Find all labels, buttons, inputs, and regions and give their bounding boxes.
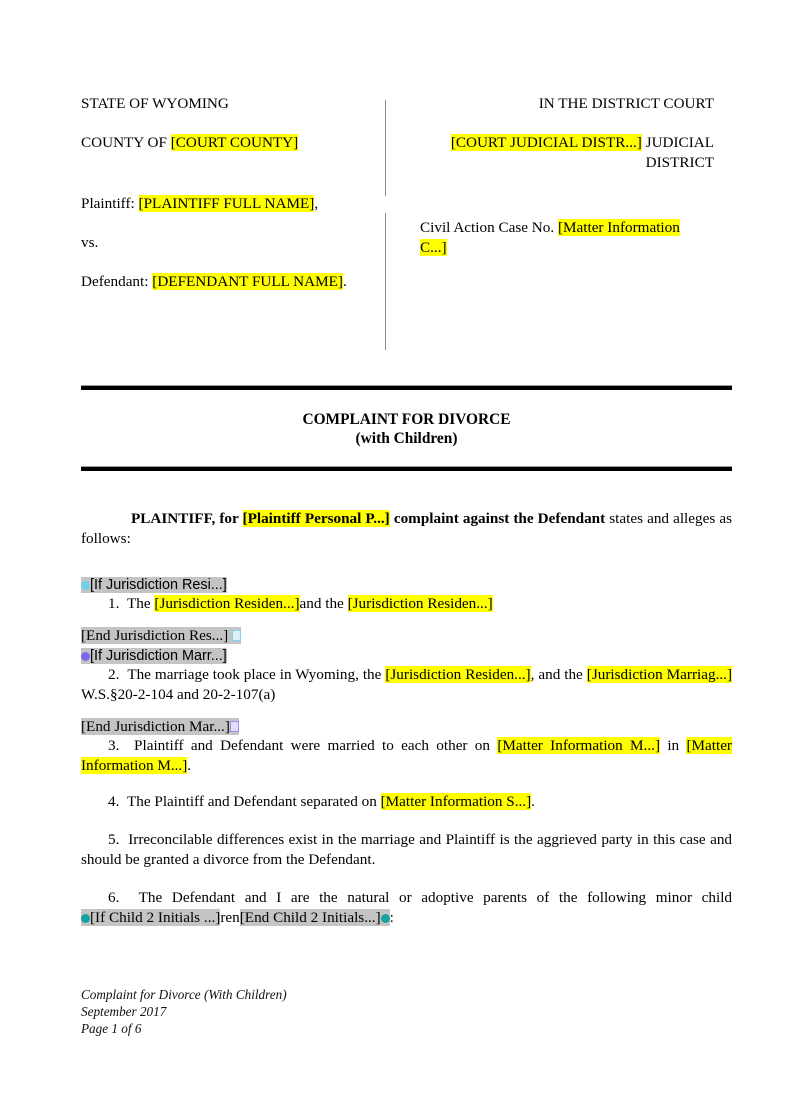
tag-if-jurisdiction-marriage-label: [If Jurisdiction Marr...] — [90, 647, 227, 664]
item-2-number: 2. — [108, 666, 120, 684]
lead-strong-2: complaint against the Defendant — [389, 510, 606, 527]
county-field[interactable]: [COURT COUNTY] — [170, 134, 299, 152]
case-number-field-line2[interactable]: C...] — [420, 238, 447, 256]
item-2-field-2[interactable]: [Jurisdiction Marriag...] — [586, 666, 733, 684]
tag-end-child-2-initials-label: [End Child 2 Initials...] — [239, 908, 381, 926]
tag-end-jurisdiction-marriage-line — [81, 717, 732, 736]
defendant-label: Defendant: — [81, 273, 153, 291]
caption-divider-upper — [385, 100, 386, 196]
tag-end-child-2-initials[interactable] — [240, 909, 390, 926]
defendant-tail: . — [342, 273, 347, 291]
item-6-number: 6. — [108, 888, 120, 906]
item-1-field-1[interactable]: [Jurisdiction Residen...] — [154, 595, 300, 613]
lead-tail: states and alleges as follows: — [81, 510, 732, 547]
tag-end-jurisdiction-marriage[interactable] — [81, 718, 239, 735]
defendant-line — [81, 272, 371, 292]
item-1-text-1: The — [126, 595, 155, 613]
caption-left-column — [81, 94, 371, 311]
document-body — [81, 509, 732, 942]
lead-strong-1: PLAINTIFF, for — [131, 510, 243, 527]
tag-if-jurisdiction-marriage-line — [81, 646, 732, 665]
defendant-name-field[interactable]: [DEFENDANT FULL NAME] — [152, 273, 343, 291]
judicial-district-field[interactable]: [COURT JUDICIAL DISTR...] — [450, 134, 642, 152]
county-label: COUNTY OF — [81, 134, 171, 152]
plaintiff-name-field[interactable]: [PLAINTIFF FULL NAME] — [138, 195, 315, 213]
body-spacer-1 — [81, 563, 732, 575]
item-3-field-2[interactable]: [Matter Information M...] — [81, 737, 732, 775]
item-6 — [81, 888, 732, 928]
plaintiff-line — [81, 194, 371, 214]
tag-end-jurisdiction-residency-line — [81, 626, 732, 645]
county-line — [81, 133, 371, 153]
condition-marker-purple-icon — [81, 652, 90, 661]
item-2-field-1[interactable]: [Jurisdiction Residen...] — [385, 666, 531, 684]
item-1-field-2[interactable]: [Jurisdiction Residen...] — [347, 595, 493, 613]
tag-if-jurisdiction-residency-label: [If Jurisdiction Resi...] — [90, 576, 227, 593]
item-3-text-3: . — [187, 757, 192, 775]
item-5-text-1: Irreconcilable differences exist in the marriage and Plaintiff is the aggrieved party in this case and should be granted a divorce from the Defendant. — [81, 831, 733, 868]
tag-end-jurisdiction-residency-label: [End Jurisdiction Res...] — [81, 627, 229, 645]
plaintiff-personal-field[interactable]: [Plaintiff Personal P...] — [242, 510, 390, 527]
page-footer — [81, 986, 287, 1037]
title-rule-bottom — [81, 466, 732, 471]
item-5 — [81, 830, 732, 870]
caption-spacer-1 — [81, 172, 371, 194]
item-3-number: 3. — [108, 737, 120, 755]
tag-if-jurisdiction-residency[interactable] — [81, 577, 227, 593]
item-4-text-2: . — [531, 793, 535, 811]
court-line: IN THE DISTRICT COURT — [538, 95, 714, 112]
item-4-number: 4. — [108, 793, 120, 811]
case-caption-block — [81, 94, 732, 356]
tag-if-child-2-initials-label: [If Child 2 Initials ...] — [90, 908, 221, 926]
tag-if-jurisdiction-marriage[interactable] — [81, 648, 227, 664]
condition-marker-teal-icon — [81, 914, 90, 923]
caption-spacer-2 — [411, 174, 732, 196]
item-1-text-2: and the — [299, 595, 348, 613]
versus-line: vs. — [81, 234, 99, 252]
document-title-line1: COMPLAINT FOR DIVORCE — [302, 411, 511, 428]
item-3-field-1[interactable]: [Matter Information M...] — [497, 737, 660, 755]
state-line — [81, 94, 371, 114]
item-5-number: 5. — [108, 831, 120, 849]
item-2-text-2: , and the — [530, 666, 587, 684]
condition-end-marker-teal-icon — [381, 914, 390, 923]
document-title — [81, 411, 732, 449]
state-text: STATE OF WYOMING — [81, 95, 229, 112]
item-2-text-3: W.S.§20-2-104 and 20-2-107(a) — [81, 685, 276, 703]
item-6-text-1: The Defendant and I are the natural or adoptive parents of the following minor child — [138, 888, 733, 906]
item-4-field-1[interactable]: [Matter Information S...] — [380, 793, 532, 811]
item-2-text-1: The marriage took place in Wyoming, the — [127, 666, 386, 684]
body-spacer-4 — [81, 776, 732, 788]
tag-end-jurisdiction-marriage-label: [End Jurisdiction Mar...] — [81, 717, 230, 735]
item-3-text-1: Plaintiff and Defendant were married to each other on — [134, 737, 498, 755]
footer-date: September 2017 — [81, 1004, 167, 1020]
condition-marker-cyan-icon — [81, 581, 90, 590]
condition-end-marker-purple-icon — [230, 721, 239, 732]
caption-right-column — [411, 94, 732, 258]
body-spacer-2 — [81, 614, 732, 626]
title-rule-top — [81, 385, 732, 390]
plaintiff-label: Plaintiff: — [81, 195, 139, 213]
item-6-text-2: ren — [220, 908, 240, 926]
body-spacer-3 — [81, 705, 732, 717]
footer-document-name: Complaint for Divorce (With Children) — [81, 987, 287, 1002]
item-4-text-1: The Plaintiff and Defendant separated on — [126, 793, 381, 811]
condition-end-marker-cyan-icon — [232, 630, 241, 641]
judicial-district-line2: DISTRICT — [645, 154, 714, 172]
item-4 — [81, 792, 732, 812]
item-3 — [81, 736, 732, 776]
footer-page-number: Page 1 of 6 — [81, 1021, 142, 1037]
judicial-district-tail: JUDICIAL — [641, 134, 714, 152]
judicial-district-line — [411, 133, 732, 173]
caption-spacer-3 — [411, 196, 732, 218]
item-1 — [81, 594, 732, 614]
item-3-text-2: in — [660, 737, 687, 755]
lead-paragraph — [81, 509, 732, 549]
tag-if-child-2-initials[interactable] — [81, 909, 220, 926]
tag-if-jurisdiction-residency-line — [81, 575, 732, 594]
tag-end-jurisdiction-residency[interactable] — [81, 627, 241, 644]
plaintiff-tail: , — [314, 195, 319, 213]
item-2 — [81, 665, 732, 705]
case-number-field-line1[interactable]: [Matter Information — [557, 218, 680, 236]
caption-divider-lower — [385, 213, 386, 350]
item-1-number: 1. — [108, 595, 120, 613]
item-6-text-3: : — [389, 908, 394, 926]
civil-action-case-line — [411, 218, 732, 258]
case-number-label: Civil Action Case No. — [420, 218, 558, 236]
document-title-line2: (with Children) — [355, 429, 458, 447]
